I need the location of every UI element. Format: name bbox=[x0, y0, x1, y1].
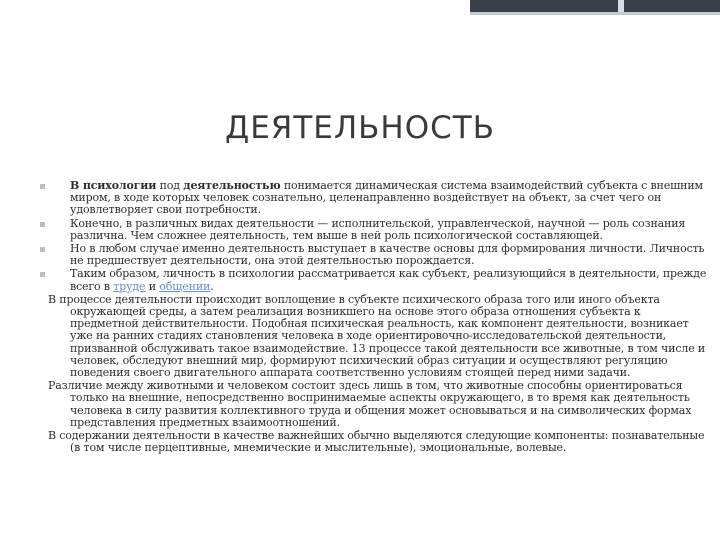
bullet-item bbox=[48, 243, 708, 267]
slide-body bbox=[48, 180, 708, 455]
slide-title: ДЕЯТЕЛЬНОСТЬ bbox=[224, 110, 495, 146]
bold-term: деятельностью bbox=[183, 179, 281, 192]
bullet-item bbox=[48, 180, 708, 217]
bullet-text: Но в любом случае именно деятельность выступает в качестве основы для формирования личности. Личность не предшествует деятельности, она этой деятельностью порождается. bbox=[70, 242, 705, 268]
bullet-text: под bbox=[156, 179, 184, 192]
square-bullet-icon bbox=[40, 184, 45, 189]
header-bar bbox=[0, 0, 720, 20]
bullet-text: Конечно, в различных видах деятельности — исполнительской, управленческой, научной — роль сознания различна. Чем сложнее деятельность, тем выше в ней роль психологической составляющей. bbox=[70, 216, 686, 242]
header-dark-band bbox=[470, 0, 720, 12]
bullet-text: . bbox=[210, 279, 214, 293]
bullet-text: Таким образом, личность в психологии рассматривается как субъект, реализующийся в деятельности, прежде всего в bbox=[70, 267, 707, 293]
bold-term: В психологии bbox=[70, 179, 157, 192]
square-bullet-icon bbox=[40, 247, 45, 252]
link-labor[interactable]: труде bbox=[113, 279, 146, 293]
header-accent-notch bbox=[618, 0, 624, 12]
body-paragraph: В процессе деятельности происходит воплощение в субъекте психического образа того или иного объекта окружающей среды, а затем реализация возникшего на основе этого образа отношения субъекта к предметной действительности. Подобная психическая реальность, как компонент деятельности, возникает уже на ранних стадиях становления человека в ходе ориентировочно-исследовательской деятельности, призванной обслуживать такое взаимодействие. 13 процессе такой деятельности все животные, в том числе и человек, обследуют внешний мир, формируют психический образ ситуации и осуществляют регуляцию поведения своего двигательного аппарата соответственно условиям стоящей перед ними задачи. bbox=[48, 292, 706, 380]
bullet-text: и bbox=[145, 279, 160, 293]
bullet-item bbox=[48, 268, 708, 292]
body-paragraph: Различие между животными и человеком состоит здесь лишь в том, что животные способны ориентироваться только на внешние, непосредственно воспринимаемые аспекты окружающего, в то время как деятельность человека в силу развития коллективного труда и общения может основываться и на символических формах представления предметных взаимоотношений. bbox=[48, 379, 692, 429]
header-accent-line bbox=[470, 12, 720, 15]
square-bullet-icon bbox=[40, 222, 45, 227]
bullet-text: понимается динамическая система взаимодействий субъекта с внешним миром, в ходе которых человек сознательно, целенаправленно воздействует на объект, за счет чего он удовлетворяет свои потребности. bbox=[70, 179, 703, 217]
bullet-item bbox=[48, 218, 708, 242]
square-bullet-icon bbox=[40, 272, 45, 277]
link-communication[interactable]: общении bbox=[159, 279, 211, 293]
body-paragraph: В содержании деятельности в качестве важнейших обычно выделяются следующие компоненты: познавательные (в том числе перцептивные, мнемические и мыслительные), эмоциональные, волевые. bbox=[48, 429, 705, 455]
